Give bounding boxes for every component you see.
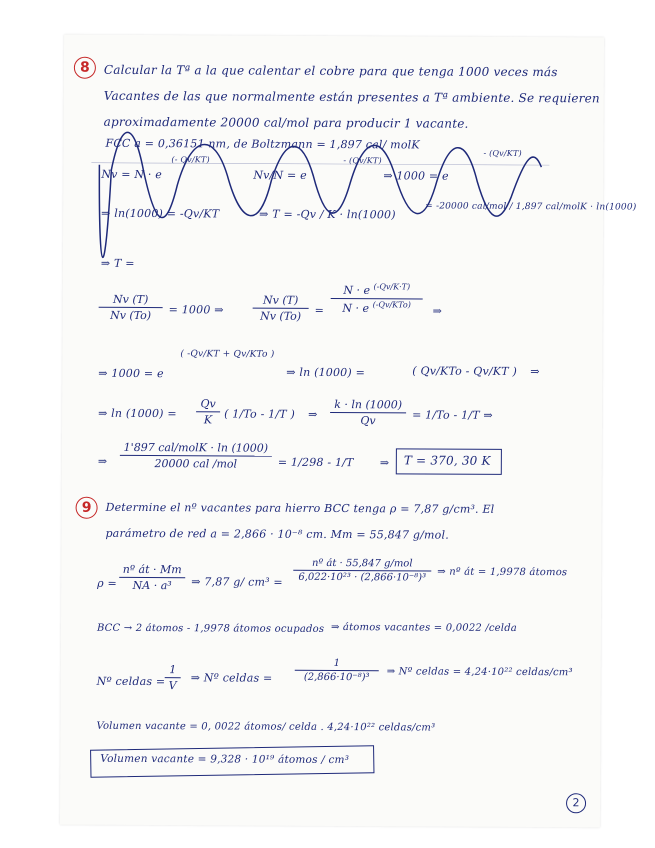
celdas-fraction-2	[295, 658, 379, 683]
step1-lhs-num: Nv (T)	[99, 293, 163, 308]
rho-result: ⇒ nº át = 1,9978 átomos	[437, 566, 568, 579]
step3-paren: ( 1/To - 1/T )	[224, 407, 296, 421]
celdas-frac2-den: (2,866·10⁻⁸)³	[303, 671, 370, 684]
scratch-eq2-c: = -20000 cal/mol / 1,897 cal/molK · ln(1000)	[425, 201, 637, 213]
scratch-eq3: ⇒ T =	[100, 256, 135, 270]
step2-arrow: ⇒	[530, 365, 540, 379]
scratch-exp2: - (Qv/KT)	[343, 156, 382, 166]
rho-frac2-num: nº át · 55,847 g/mol	[293, 558, 431, 572]
celdas-left: Nº celdas =	[96, 674, 166, 689]
step1-lhs-fraction	[99, 293, 163, 322]
step4-fraction	[120, 441, 272, 471]
step1-rhs-den-exp: (-Qv/KTo)	[372, 299, 411, 310]
step4-mid: = 1/298 - 1/T	[277, 455, 354, 470]
problem-9-statement-line-1: Determine el nº vacantes para hierro BCC tenga ρ = 7,87 g/cm³. El	[105, 500, 495, 516]
scratch-eq1-c: ⇒ 1000 = e	[383, 169, 449, 183]
step4-arrow-2: ⇒	[379, 456, 390, 470]
scratch-eq1-a: Nv = N · e	[101, 167, 163, 182]
rho-lhs: ρ =	[97, 576, 118, 590]
step4-den: 20000 cal /mol	[154, 457, 238, 471]
scratch-eq2-b: ⇒ T = -Qv / K · ln(1000)	[259, 207, 396, 222]
problem-9-statement-line-2: parámetro de red a = 2,866 · 10⁻⁸ cm. Mm = 55,847 g/mol.	[105, 526, 449, 542]
page-number: 2	[566, 793, 586, 813]
scratch-eq1-b: Nv/N = e	[253, 168, 307, 182]
rho-fraction-2	[293, 558, 431, 584]
step4-arrow: ⇒	[97, 454, 108, 468]
step2-mid: ⇒ ln (1000) =	[286, 365, 366, 380]
rho-fraction	[119, 563, 185, 592]
step1-equals-2: =	[314, 303, 325, 317]
notebook-page	[60, 35, 637, 828]
scratch-eq2-a: ⇒ ln(1000) = -Qv/KT	[101, 206, 220, 221]
scratch-exp3: - (Qv/KT)	[483, 148, 522, 158]
problem-8-number: 8	[74, 57, 96, 79]
step3-left: ⇒ ln (1000) =	[98, 406, 177, 421]
celdas-fraction	[165, 663, 181, 692]
step4-num: 1'897 cal/molK · ln (1000)	[120, 441, 272, 457]
scratch-strikethrough	[60, 35, 604, 828]
celdas-mid: ⇒ Nº celdas =	[190, 671, 273, 685]
bcc-line-right: ⇒ átomos vacantes = 0,0022 /celda	[330, 621, 518, 634]
step1-rhs-num-wrap	[331, 282, 423, 299]
bcc-line-left: BCC → 2 átomos - 1,9978 átomos ocupados	[96, 622, 325, 635]
step1-rhs-fraction	[331, 282, 423, 315]
step1-rhs-num-exp: (-Qv/K·T)	[373, 282, 411, 292]
step1-mid-fraction	[253, 294, 309, 323]
step3-frac	[196, 397, 220, 426]
step2-exp: ( -Qv/KT + Qv/KTo )	[180, 349, 275, 360]
scratch-exp1: (- Qv/KT)	[171, 155, 210, 165]
step2-paren: ( Qv/KTo - Qv/KT )	[412, 364, 518, 378]
step1-lhs-den: Nv (To)	[110, 308, 152, 323]
step3-frac-num: Qv	[196, 397, 220, 412]
rho-frac2-den: 6,022·10²³ · (2,866·10⁻⁸)³	[298, 571, 427, 584]
problem-8-statement-line-1: Calcular la Tª a la que calentar el cobre para que tenga 1000 veces más	[103, 62, 558, 80]
problem-8-statement-line-3: aproximadamente 20000 cal/mol para producir 1 vacante.	[103, 114, 469, 131]
step3-mid-num: k · ln (1000)	[330, 398, 406, 413]
step3-arrow: ⇒	[308, 407, 318, 421]
step3-mid-den: Qv	[360, 414, 376, 428]
step2-left: ⇒ 1000 = e	[98, 366, 164, 381]
step1-rhs-den: N · e	[342, 301, 370, 315]
step3-right: = 1/To - 1/T ⇒	[412, 408, 493, 422]
celdas-frac-num: 1	[165, 663, 181, 678]
problem-9-number: 9	[76, 497, 98, 519]
step1-equals: = 1000 ⇒	[168, 303, 224, 317]
step3-frac-den: K	[203, 413, 213, 427]
rho-frac-den: NA · a³	[132, 578, 172, 593]
step1-mid-num: Nv (T)	[253, 294, 309, 309]
rho-frac-num: nº át · Mm	[119, 563, 185, 578]
celdas-frac2-num: 1	[295, 658, 379, 671]
step1-rhs-num: N · e	[343, 283, 371, 297]
rho-mid: ⇒ 7,87 g/ cm³ =	[191, 575, 283, 589]
celdas-result: ⇒ Nº celdas = 4,24·10²² celdas/cm³	[386, 666, 573, 679]
step3-mid-frac	[330, 398, 406, 427]
problem-9-result: Volumen vacante = 9,328 · 10¹⁹ átomos / cm³	[100, 752, 350, 767]
problem-8-statement-line-2: Vacantes de las que normalmente están presentes a Tª ambiente. Se requieren	[103, 88, 600, 106]
step1-rhs-den-wrap	[331, 299, 423, 315]
problem-8-data-line: FCC a = 0,36151 nm, de Boltzmann = 1,897 cal/ molK	[105, 136, 420, 152]
vol-line: Volumen vacante = 0, 0022 átomos/ celda . 4,24·10²² celdas/cm³	[96, 720, 436, 734]
step1-arrow: ⇒	[432, 304, 443, 318]
celdas-frac-den: V	[168, 679, 177, 693]
step1-mid-den: Nv (To)	[260, 309, 302, 323]
problem-8-result: T = 370, 30 K	[403, 453, 491, 468]
